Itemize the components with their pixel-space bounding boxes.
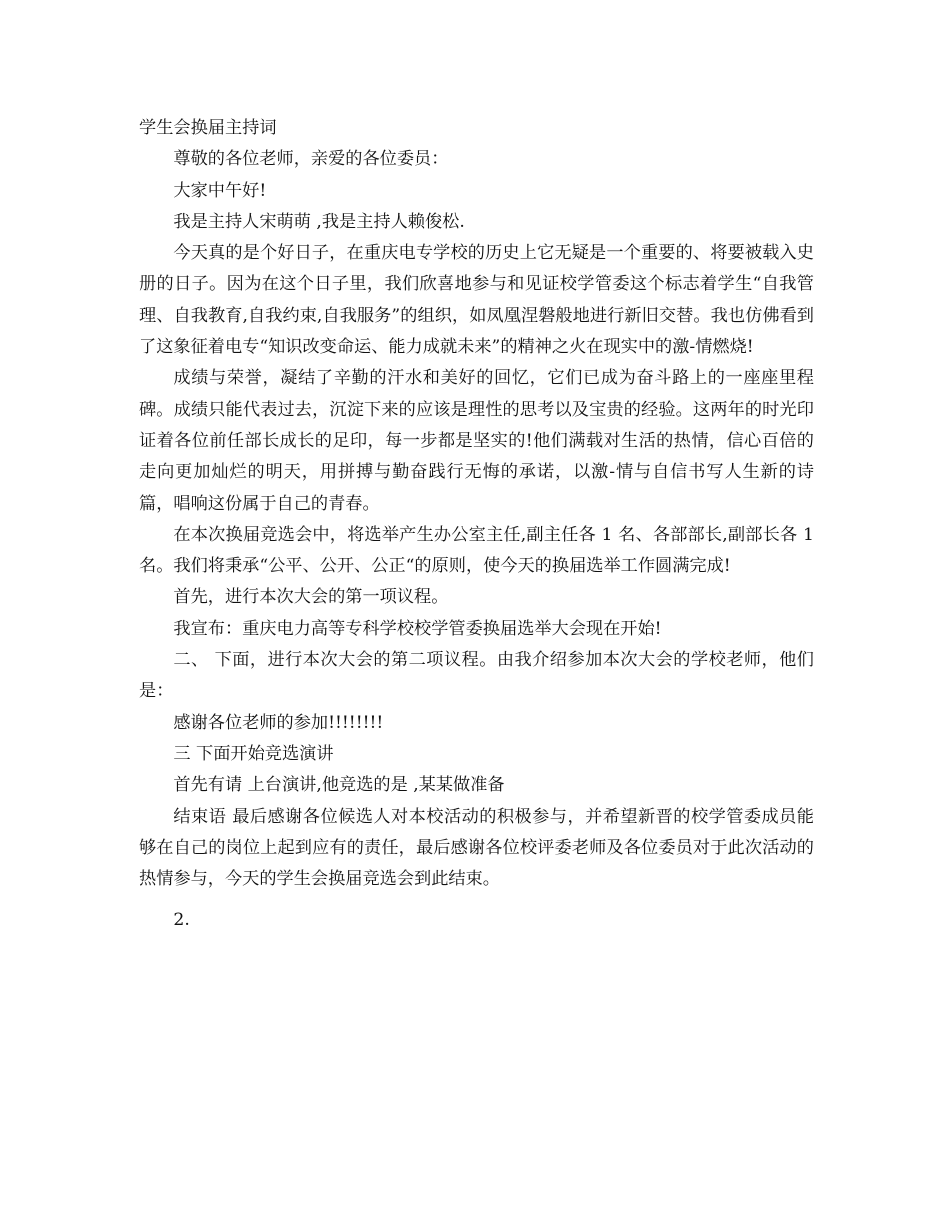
paragraph: 我是主持人宋萌萌 ,我是主持人赖俊松. xyxy=(173,211,465,232)
paragraph: 三 下面开始竞选演讲 xyxy=(173,743,334,764)
paragraph: 成绩与荣誉，凝结了辛勤的汗水和美好的回忆，它们已成为奋斗路上的一座座里程碑。成绩只能代表过去，沉淀下来的应该是理性的思考以及宝贵的经验。这两年的时光印证着各位前任部长成长的足印，每一步都是坚实的!他们满载对生活的热情，信心百倍的走向更加灿烂的明天，用拼搏与勤奋践行无悔的承诺，以激-情与自信书写人生新的诗篇，唱响这份属于自己的青春。 xyxy=(139,368,814,514)
paragraph: 感谢各位老师的参加!!!!!!!! xyxy=(173,712,384,733)
greeting-paragraph: 尊敬的各位老师，亲爱的各位委员： xyxy=(173,149,449,170)
paragraph: 我宣布：重庆电力高等专科学校校学管委换届选举大会现在开始! xyxy=(173,618,662,639)
document-body xyxy=(139,113,814,937)
paragraph: 今天真的是个好日子，在重庆电专学校的历史上它无疑是一个重要的、将要被载入史册的日子。因为在这个日子里，我们欣喜地参与和见证校学管委这个标志着学生“自我管理、自我教育,自我约束,自我服务”的组织，如凤凰涅磐般地进行新旧交替。我也仿佛看到了这象征着电专“知识改变命运、能力成就未来”的精神之火在现实中的激-情燃烧! xyxy=(139,243,814,358)
document-title: 学生会换届主持词 xyxy=(139,118,277,138)
paragraph: 首先，进行本次大会的第一项议程。 xyxy=(173,587,449,608)
paragraph: 在本次换届竞选会中，将选举产生办公室主任,副主任各 1 名、各部部长,副部长各 1 名。我们将秉承“公平、公开、公正“的原则，使今天的换届选举工作圆满完成! xyxy=(139,524,814,577)
page-number: 2. xyxy=(173,910,190,931)
paragraph: 大家中午好! xyxy=(173,180,267,201)
paragraph: 二、 下面，进行本次大会的第二项议程。由我介绍参加本次大会的学校老师，他们是： xyxy=(139,650,814,702)
paragraph: 首先有请 上台演讲,他竞选的是 ,某某做准备 xyxy=(173,775,505,796)
closing-paragraph: 结束语 最后感谢各位候选人对本校活动的积极参与，并希望新晋的校学管委成员能够在自己的岗位上起到应有的责任，最后感谢各位校评委老师及各位委员对于此次活动的热情参与，今天的学生会换届竞选会到此结束。 xyxy=(139,806,814,890)
